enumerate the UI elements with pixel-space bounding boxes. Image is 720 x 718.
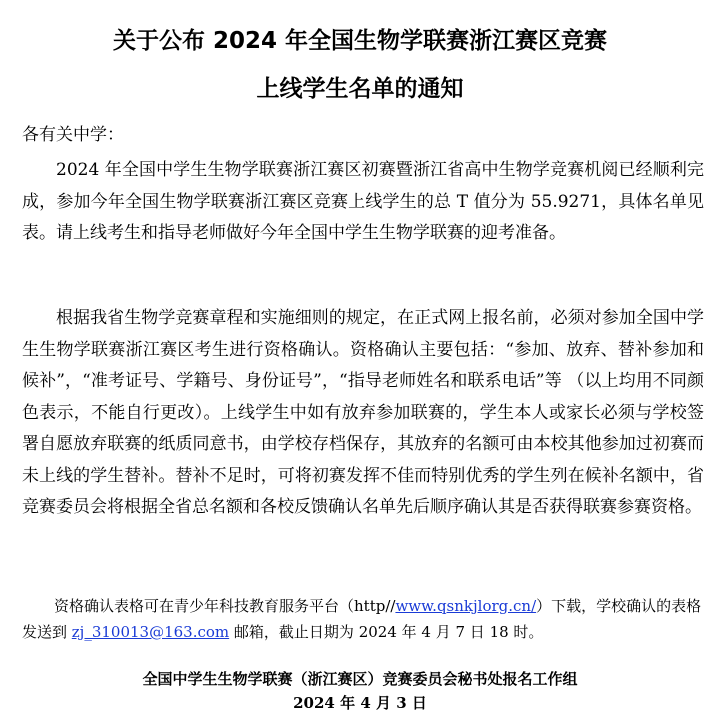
email-link[interactable]: zj_310013@163.com bbox=[71, 623, 230, 641]
signature-organization: 全国中学生生物学联赛（浙江赛区）竞赛委员会秘书处报名工作组 bbox=[142, 670, 578, 688]
form-text-middle: ）下载，学校确认的表格发送到 bbox=[22, 597, 702, 641]
form-text-after: 邮箱，截止日期为 2024 年 4 月 7 日 18 时。 bbox=[229, 623, 544, 641]
greeting: 各有关中学： bbox=[22, 125, 124, 145]
paragraph-form-download bbox=[22, 593, 704, 645]
signature-date: 2024 年 4 月 3 日 bbox=[293, 694, 427, 712]
form-text-before: 资格确认表格可在青少年科技教育服务平台（http// bbox=[54, 597, 396, 615]
notice-title-line1: 关于公布 2024 年全国生物学联赛浙江赛区竞赛 bbox=[112, 28, 608, 54]
notice-title-line2: 上线学生名单的通知 bbox=[256, 76, 464, 102]
platform-link[interactable]: www.qsnkjlorg.cn/ bbox=[395, 597, 537, 615]
paragraph-results: 2024 年全国中学生生物学联赛浙江赛区初赛暨浙江省高中生物学竞赛机阅已经顺利完成，参加今年全国生物学联赛浙江赛区竞赛上线学生的总 T 值分为 55.9271，具体名单见表。请上线考生和指导老师做好今年全国中学生生物学联赛的迎考准备。 bbox=[22, 160, 704, 243]
paragraph-qualification: 根据我省生物学竞赛章程和实施细则的规定，在正式网上报名前，必须对参加全国中学生生物学联赛浙江赛区考生进行资格确认。资格确认主要包括：“参加、放弃、替补参加和候补”，“准考证号、学籍号、身份证号”，“指导老师姓名和联系电话”等 （以上均用不同颜色表示，不能自行更改）。上线学生中如有放弃参加联赛的，学生本人或家长必须与学校签署自愿放弃联赛的纸质同意书，由学校存档保存，其放弃的名额可由本校其他参加过初赛而未上线的学生替补。替补不足时，可将初赛发挥不佳而特别优秀的学生列在候补名额中，省竞赛委员会将根据全省总名额和各校反馈确认名单先后顺序确认其是否获得联赛参赛资格。 bbox=[22, 308, 704, 517]
